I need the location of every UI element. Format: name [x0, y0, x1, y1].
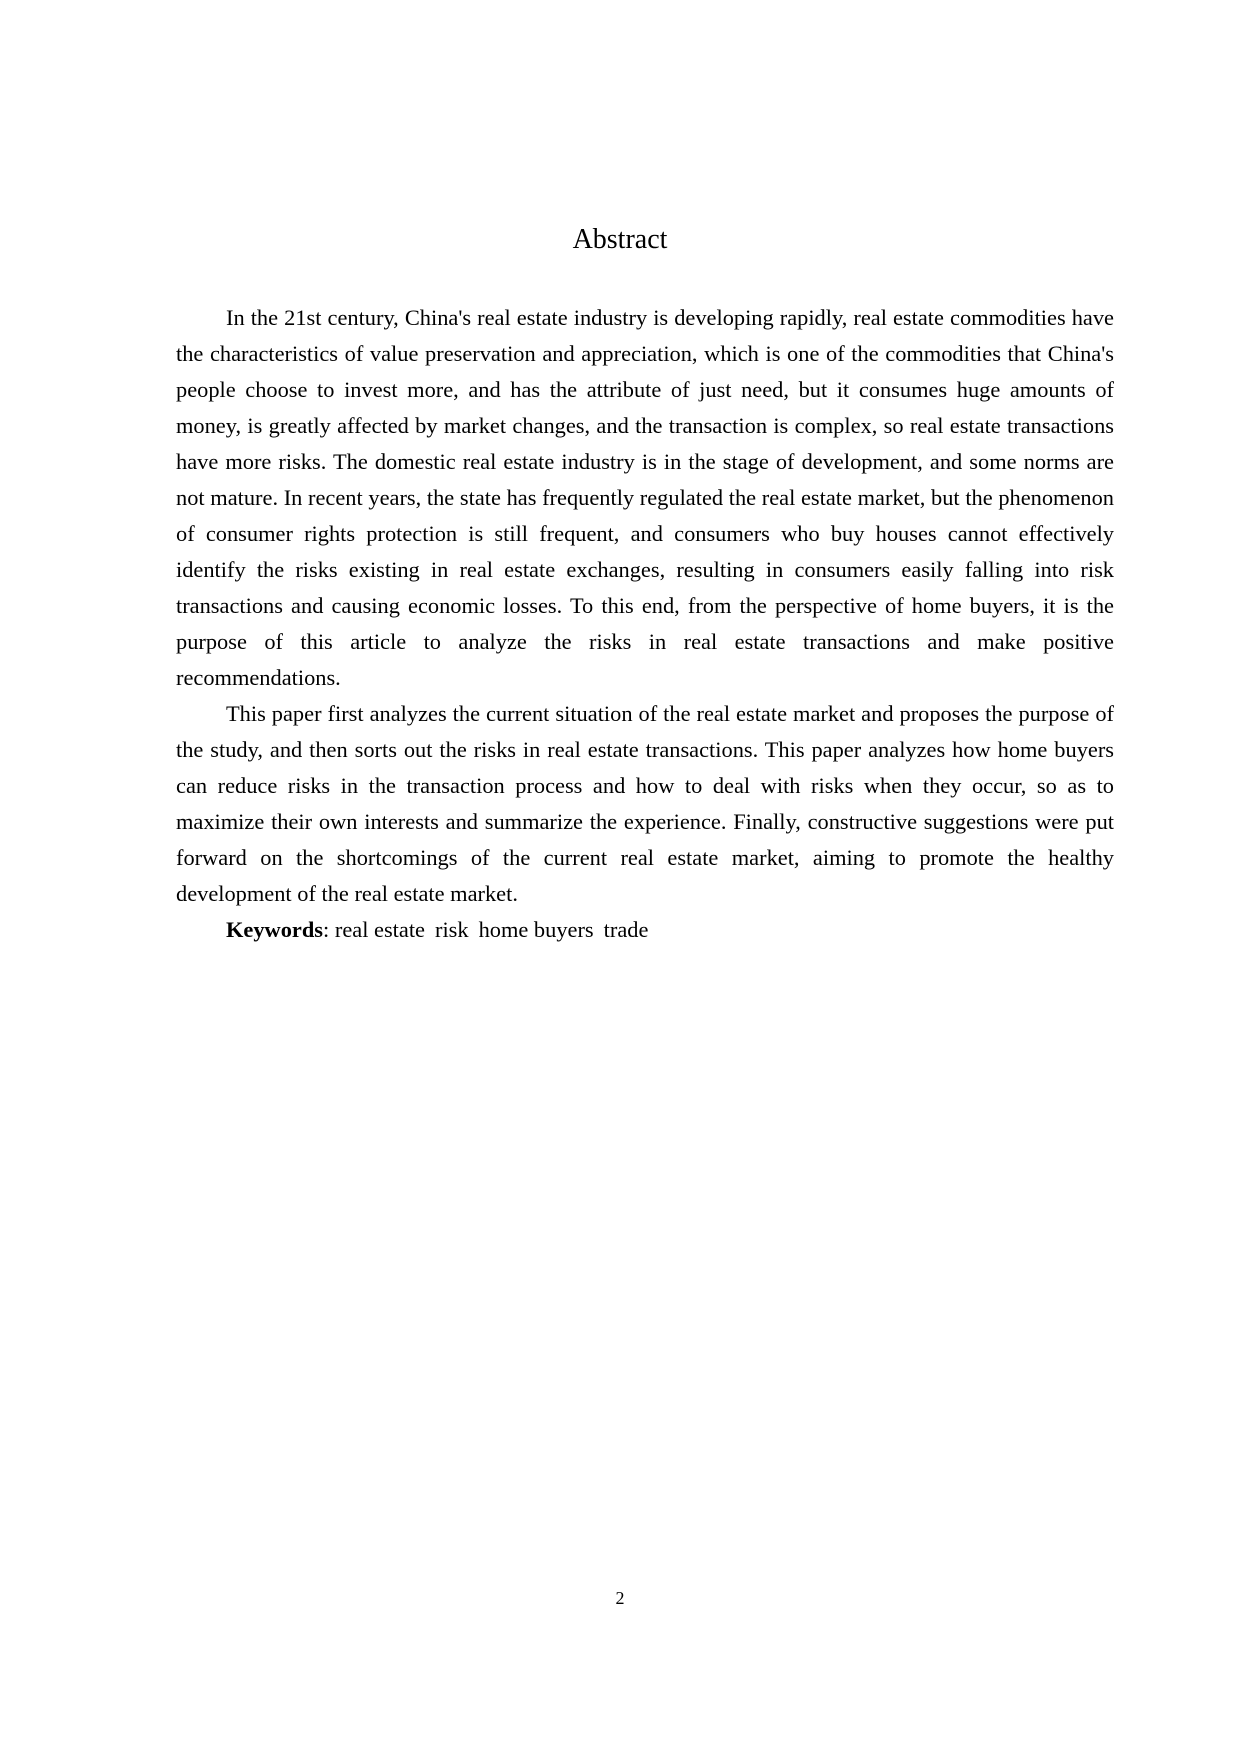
- keywords-line: [176, 912, 1114, 948]
- keywords-colon: :: [323, 917, 330, 942]
- keyword-term: home buyers: [478, 917, 594, 942]
- page-number: 2: [615, 1588, 625, 1608]
- abstract-title: Abstract: [572, 224, 668, 255]
- abstract-paragraph-2: This paper first analyzes the current situation of the real estate market and proposes the purpose of the study, and then sorts out the risks in real estate transactions. This paper analyzes how home buyers can reduce risks in the transaction process and how to deal with risks when they occur, so as to maximize their own interests and summarize the experience. Finally, constructive suggestions were put forward on the shortcomings of the current real estate market, aiming to promote the healthy development of the real estate market.: [176, 701, 1114, 906]
- abstract-paragraph-1: In the 21st century, China's real estate industry is developing rapidly, real estate commodities have the characteristics of value preservation and appreciation, which is one of the commodities that China's people choose to invest more, and has the attribute of just need, but it consumes huge amounts of money, is greatly affected by market changes, and the transaction is complex, so real estate transactions have more risks. The domestic real estate industry is in the stage of development, and some norms are not mature. In recent years, the state has frequently regulated the real estate market, but the phenomenon of consumer rights protection is still frequent, and consumers who buy houses cannot effectively identify the risks existing in real estate exchanges, resulting in consumers easily falling into risk transactions and causing economic losses. To this end, from the perspective of home buyers, it is the purpose of this article to analyze the risks in real estate transactions and make positive recommendations.: [176, 305, 1114, 690]
- keyword-term: trade: [603, 917, 649, 942]
- keywords-label: Keywords: [226, 917, 324, 942]
- keyword-term: risk: [435, 917, 469, 942]
- keyword-term: real estate: [334, 917, 425, 942]
- abstract-body: [176, 300, 1114, 948]
